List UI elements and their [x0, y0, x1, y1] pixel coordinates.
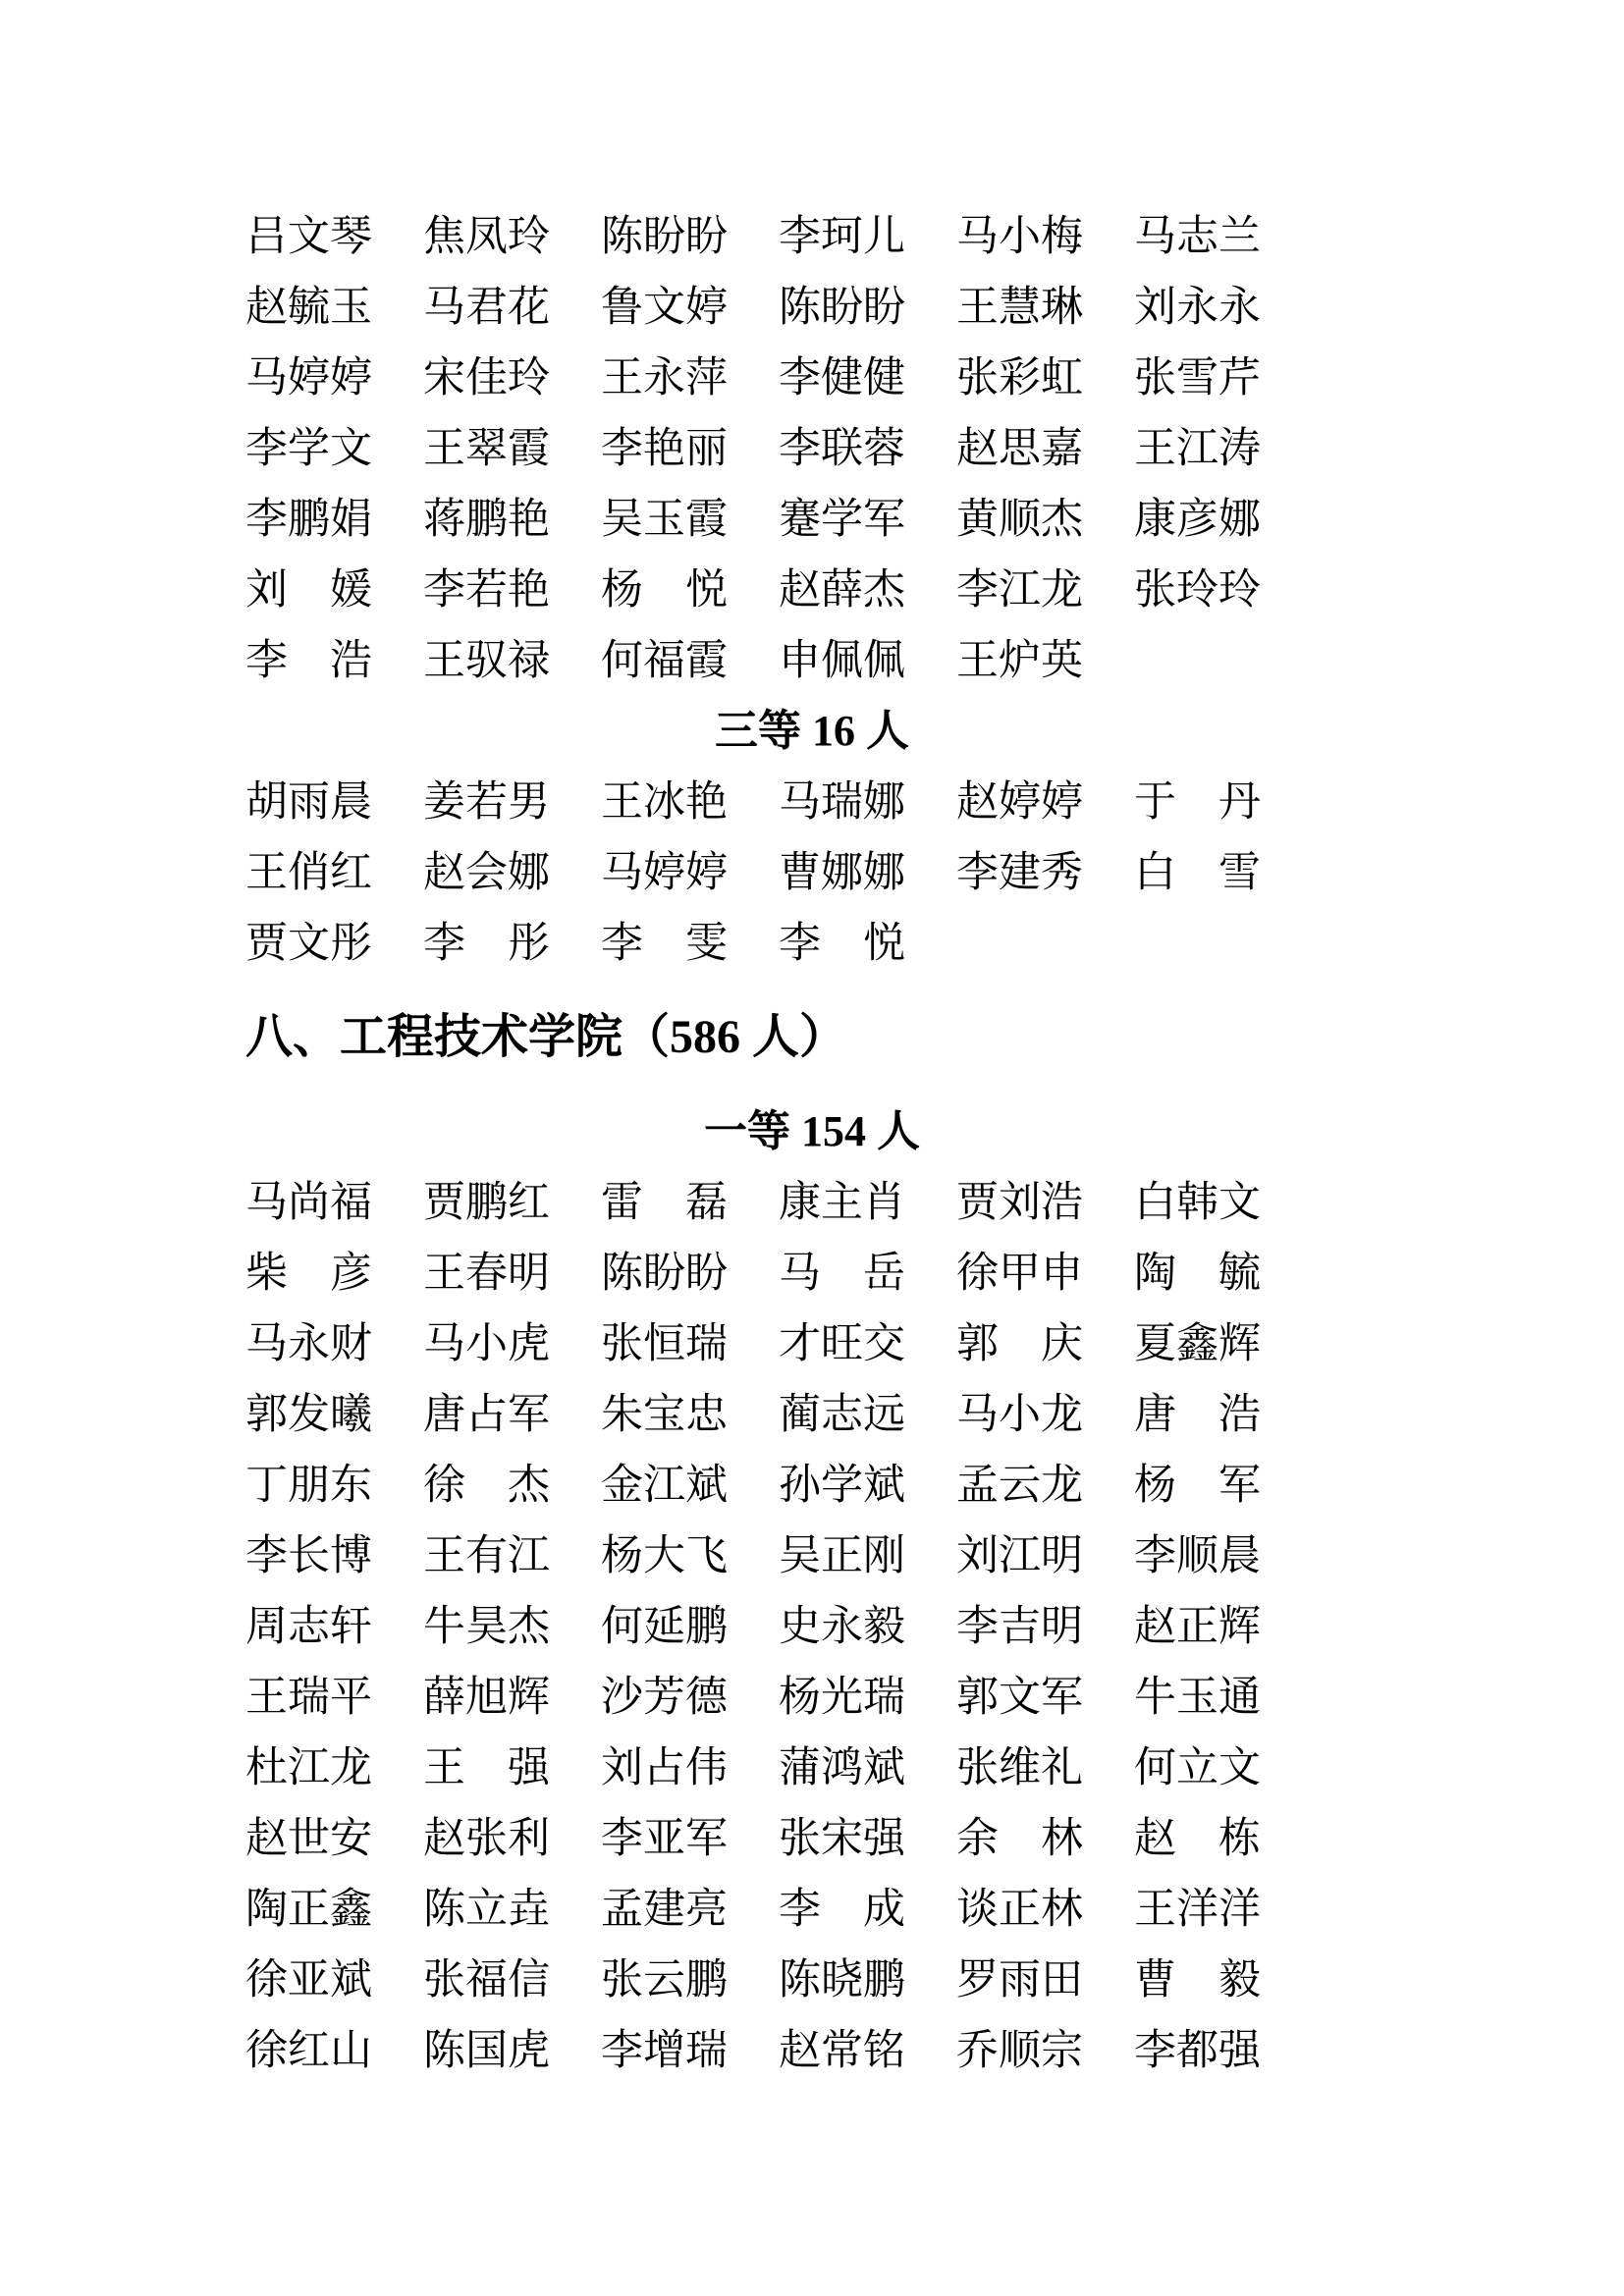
name-row — [245, 1591, 1624, 1662]
name-row — [245, 767, 1624, 837]
person-name: 李增瑞 — [601, 2027, 728, 2074]
person-name: 鲁文婷 — [601, 284, 728, 331]
person-name: 李吉明 — [956, 1603, 1083, 1650]
person-name: 李 彤 — [423, 920, 550, 967]
person-name: 陶正鑫 — [245, 1886, 372, 1933]
person-name: 郭 庆 — [956, 1320, 1083, 1367]
name-row — [245, 1803, 1624, 1874]
person-name: 赵张利 — [423, 1815, 550, 1862]
person-name: 蔺志远 — [779, 1391, 905, 1438]
name-row — [245, 1308, 1624, 1379]
person-name: 陈盼盼 — [601, 1250, 728, 1297]
person-name: 黄顺杰 — [956, 496, 1083, 543]
person-name: 徐亚斌 — [245, 1956, 372, 2003]
person-name: 马志兰 — [1134, 213, 1261, 260]
person-name: 朱宝忠 — [601, 1391, 728, 1438]
person-name: 蒲鸿斌 — [779, 1744, 905, 1791]
name-row — [245, 1945, 1624, 2015]
person-name: 史永毅 — [779, 1603, 905, 1650]
person-name: 李都强 — [1134, 2027, 1261, 2074]
person-name: 丁朋东 — [245, 1462, 372, 1509]
person-name: 沙芳德 — [601, 1674, 728, 1721]
person-name: 李 浩 — [245, 637, 372, 684]
person-name: 徐红山 — [245, 2027, 372, 2074]
person-name: 李长博 — [245, 1532, 372, 1579]
person-name: 李亚军 — [601, 1815, 728, 1862]
person-name: 孟建亮 — [601, 1886, 728, 1933]
person-name: 李健健 — [779, 354, 905, 401]
name-row — [245, 343, 1624, 413]
person-name: 申佩佩 — [779, 637, 905, 684]
person-name: 李若艳 — [423, 566, 550, 614]
name-row — [245, 1167, 1624, 1238]
person-name: 赵思嘉 — [956, 425, 1083, 472]
person-name: 王冰艳 — [601, 778, 728, 826]
person-name: 张玲玲 — [1134, 566, 1261, 614]
person-name: 何延鹏 — [601, 1603, 728, 1650]
person-name: 贾文彤 — [245, 920, 372, 967]
person-name: 张云鹏 — [601, 1956, 728, 2003]
person-name: 王永萍 — [601, 354, 728, 401]
name-row — [245, 272, 1624, 343]
person-name: 蹇学军 — [779, 496, 905, 543]
name-row — [245, 484, 1624, 555]
person-name: 白 雪 — [1134, 849, 1261, 896]
name-row — [245, 837, 1624, 908]
person-name: 杨 悦 — [601, 566, 728, 614]
person-name: 李 成 — [779, 1886, 905, 1933]
person-name: 郭发曦 — [245, 1391, 372, 1438]
person-name: 李 雯 — [601, 920, 728, 967]
person-name: 王俏红 — [245, 849, 372, 896]
name-row — [245, 1733, 1624, 1803]
first-class-header: 一等 154 人 — [704, 1107, 920, 1155]
name-row — [245, 1874, 1624, 1945]
person-name: 才旺交 — [779, 1320, 905, 1367]
person-name: 唐 浩 — [1134, 1391, 1261, 1438]
person-name: 谈正林 — [956, 1886, 1083, 1933]
person-name: 杜江龙 — [245, 1744, 372, 1791]
first-class-name-grid — [0, 1167, 1624, 2086]
person-name: 张雪芹 — [1134, 354, 1261, 401]
person-name: 李顺晨 — [1134, 1532, 1261, 1579]
person-name: 贾刘浩 — [956, 1179, 1083, 1226]
person-name: 杨 军 — [1134, 1462, 1261, 1509]
person-name: 赵正辉 — [1134, 1603, 1261, 1650]
person-name: 胡雨晨 — [245, 778, 372, 826]
person-name: 赵 栋 — [1134, 1815, 1261, 1862]
person-name: 曹娜娜 — [779, 849, 905, 896]
person-name: 李 悦 — [779, 920, 905, 967]
name-row — [245, 413, 1624, 484]
person-name: 李学文 — [245, 425, 372, 472]
person-name: 马尚福 — [245, 1179, 372, 1226]
person-name: 李鹏娟 — [245, 496, 372, 543]
person-name: 徐甲申 — [956, 1250, 1083, 1297]
person-name: 马君花 — [423, 284, 550, 331]
person-name: 于 丹 — [1134, 778, 1261, 826]
name-row — [245, 625, 1624, 696]
person-name: 马小虎 — [423, 1320, 550, 1367]
person-name: 杨光瑞 — [779, 1674, 905, 1721]
person-name: 赵常铭 — [779, 2027, 905, 2074]
person-name: 金江斌 — [601, 1462, 728, 1509]
person-name: 王洋洋 — [1134, 1886, 1261, 1933]
person-name: 康主肖 — [779, 1179, 905, 1226]
person-name: 王春明 — [423, 1250, 550, 1297]
person-name: 赵婷婷 — [956, 778, 1083, 826]
person-name: 余 林 — [956, 1815, 1083, 1862]
person-name: 王翠霞 — [423, 425, 550, 472]
person-name: 张彩虹 — [956, 354, 1083, 401]
person-name: 何立文 — [1134, 1744, 1261, 1791]
name-row — [245, 1379, 1624, 1450]
person-name: 贾鹏红 — [423, 1179, 550, 1226]
person-name: 张福信 — [423, 1956, 550, 2003]
name-row — [245, 908, 1624, 979]
person-name: 刘江明 — [956, 1532, 1083, 1579]
person-name: 刘 媛 — [245, 566, 372, 614]
person-name: 赵世安 — [245, 1815, 372, 1862]
person-name: 吴玉霞 — [601, 496, 728, 543]
person-name: 李江龙 — [956, 566, 1083, 614]
person-name: 夏鑫辉 — [1134, 1320, 1261, 1367]
person-name: 马婷婷 — [601, 849, 728, 896]
person-name: 陈国虎 — [423, 2027, 550, 2074]
person-name: 乔顺宗 — [956, 2027, 1083, 2074]
name-row — [245, 1662, 1624, 1733]
person-name: 牛玉通 — [1134, 1674, 1261, 1721]
person-name: 马 岳 — [779, 1250, 905, 1297]
person-name: 张恒瑞 — [601, 1320, 728, 1367]
person-name: 徐 杰 — [423, 1462, 550, 1509]
person-name: 马小梅 — [956, 213, 1083, 260]
person-name: 李艳丽 — [601, 425, 728, 472]
person-name: 陈晓鹏 — [779, 1956, 905, 2003]
name-row — [245, 1450, 1624, 1521]
person-name: 康彦娜 — [1134, 496, 1261, 543]
college-section-title: 八、工程技术学院（586 人） — [245, 1011, 847, 1063]
person-name: 张维礼 — [956, 1744, 1083, 1791]
person-name: 李建秀 — [956, 849, 1083, 896]
person-name: 孙学斌 — [779, 1462, 905, 1509]
name-row — [245, 2015, 1624, 2086]
person-name: 唐占军 — [423, 1391, 550, 1438]
person-name: 王慧琳 — [956, 284, 1083, 331]
person-name: 郭文军 — [956, 1674, 1083, 1721]
person-name: 王江涛 — [1134, 425, 1261, 472]
person-name: 马永财 — [245, 1320, 372, 1367]
person-name: 吕文琴 — [245, 213, 372, 260]
person-name: 白韩文 — [1134, 1179, 1261, 1226]
person-name: 马婷婷 — [245, 354, 372, 401]
third-class-header: 三等 16 人 — [715, 707, 909, 755]
person-name: 王驭禄 — [423, 637, 550, 684]
name-row — [245, 1521, 1624, 1591]
person-name: 薛旭辉 — [423, 1674, 550, 1721]
person-name: 陈盼盼 — [779, 284, 905, 331]
person-name: 赵薛杰 — [779, 566, 905, 614]
person-name: 王瑞平 — [245, 1674, 372, 1721]
person-name: 周志轩 — [245, 1603, 372, 1650]
person-name: 陈立垚 — [423, 1886, 550, 1933]
person-name: 姜若男 — [423, 778, 550, 826]
person-name: 赵会娜 — [423, 849, 550, 896]
person-name: 王 强 — [423, 1744, 550, 1791]
person-name: 柴 彦 — [245, 1250, 372, 1297]
person-name: 王炉英 — [956, 637, 1083, 684]
person-name: 雷 磊 — [601, 1179, 728, 1226]
person-name: 陶 毓 — [1134, 1250, 1261, 1297]
third-class-name-grid — [0, 767, 1624, 979]
name-row — [245, 201, 1624, 272]
person-name: 赵毓玉 — [245, 284, 372, 331]
continued-grade-name-grid — [0, 201, 1624, 696]
person-name: 王有江 — [423, 1532, 550, 1579]
person-name: 刘占伟 — [601, 1744, 728, 1791]
person-name: 马瑞娜 — [779, 778, 905, 826]
person-name: 焦凤玲 — [423, 213, 550, 260]
person-name: 刘永永 — [1134, 284, 1261, 331]
person-name: 张宋强 — [779, 1815, 905, 1862]
person-name: 杨大飞 — [601, 1532, 728, 1579]
name-row — [245, 1238, 1624, 1308]
person-name: 李珂儿 — [779, 213, 905, 260]
person-name: 何福霞 — [601, 637, 728, 684]
person-name: 罗雨田 — [956, 1956, 1083, 2003]
person-name: 马小龙 — [956, 1391, 1083, 1438]
person-name: 曹 毅 — [1134, 1956, 1261, 2003]
person-name: 牛昊杰 — [423, 1603, 550, 1650]
person-name: 宋佳玲 — [423, 354, 550, 401]
person-name: 吴正刚 — [779, 1532, 905, 1579]
person-name: 孟云龙 — [956, 1462, 1083, 1509]
person-name: 陈盼盼 — [601, 213, 728, 260]
person-name: 李联蓉 — [779, 425, 905, 472]
name-row — [245, 555, 1624, 625]
person-name: 蒋鹏艳 — [423, 496, 550, 543]
